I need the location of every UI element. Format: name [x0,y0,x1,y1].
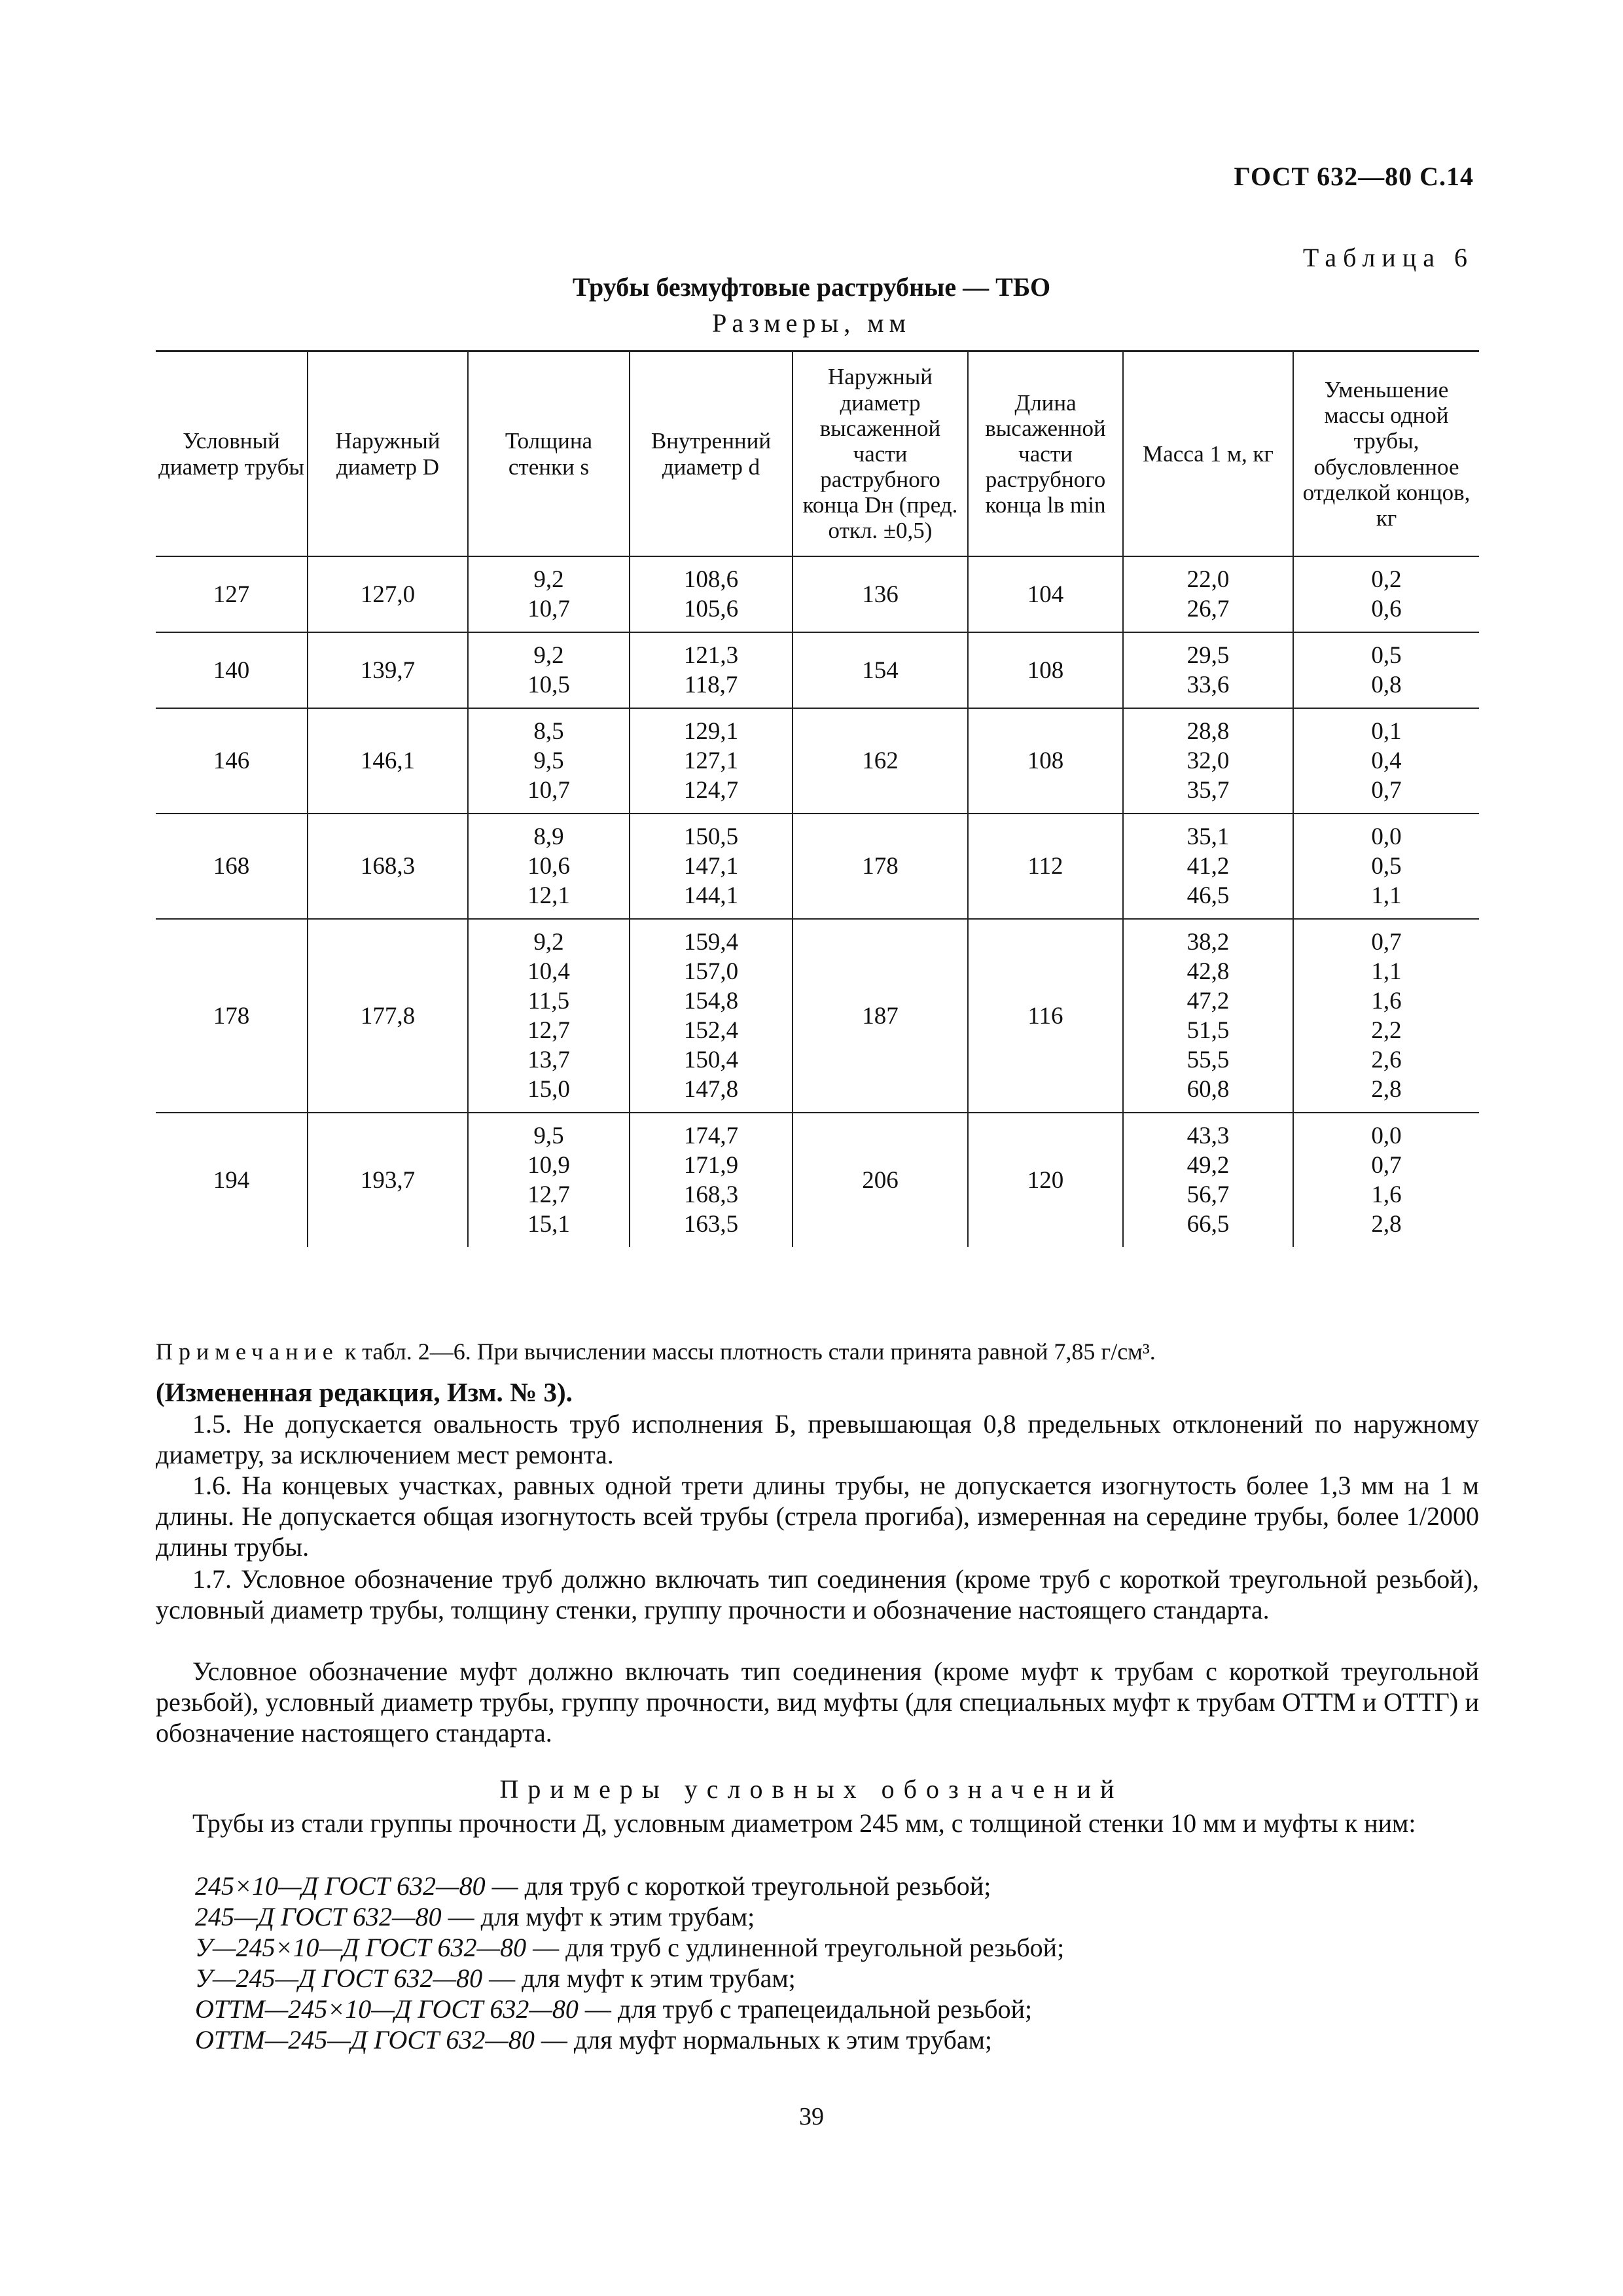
note-label: Примечание [156,1338,339,1365]
cell-wall-thickness: 9,2 10,4 11,5 12,7 13,7 15,0 [468,919,630,1113]
example-description: — для муфт к этим трубам; [482,1964,796,1993]
example-description: — для муфт нормальных к этим трубам; [534,2025,992,2054]
example-item [195,1932,1064,1963]
example-code: ОТТМ—245—Д ГОСТ 632—80 [195,2025,535,2054]
cell-upset-diameter: 178 [793,814,968,919]
example-code: 245—Д ГОСТ 632—80 [195,1902,442,1931]
table-header-row [156,351,1479,557]
cell-upset-length: 108 [968,632,1123,708]
cell-outer-diameter: 127,0 [308,556,468,632]
cell-upset-diameter: 154 [793,632,968,708]
cell-nominal-diameter: 178 [156,919,308,1113]
table-row [156,708,1479,814]
examples-intro: Трубы из стали группы прочности Д, условным диаметром 245 мм, с толщиной стенки 10 мм и муфты к ним: [192,1808,1416,1838]
cell-inner-diameter: 174,7 171,9 168,3 163,5 [630,1113,793,1247]
cell-wall-thickness: 9,2 10,7 [468,556,630,632]
cell-upset-length: 104 [968,556,1123,632]
cell-mass: 43,3 49,2 56,7 66,5 [1123,1113,1293,1247]
cell-wall-thickness: 8,5 9,5 10,7 [468,708,630,814]
cell-inner-diameter: 121,3 118,7 [630,632,793,708]
table-row [156,1113,1479,1247]
cell-mass-reduction: 0,0 0,7 1,6 2,8 [1293,1113,1479,1247]
cell-mass: 29,5 33,6 [1123,632,1293,708]
example-item [195,1871,991,1901]
example-code: У—245×10—Д ГОСТ 632—80 [195,1933,527,1962]
cell-upset-length: 108 [968,708,1123,814]
cell-mass: 38,2 42,8 47,2 51,5 55,5 60,8 [1123,919,1293,1113]
column-header: Длина высаженной части раструбного конца lв min [968,351,1123,557]
table-note [156,1338,1156,1365]
cell-nominal-diameter: 168 [156,814,308,919]
cell-upset-diameter: 162 [793,708,968,814]
cell-nominal-diameter: 194 [156,1113,308,1247]
cell-upset-length: 120 [968,1113,1123,1247]
paragraph-1-5: 1.5. Не допускается овальность труб исполнения Б, превышающая 0,8 предельных отклонений по наружному диаметру, за исключением мест ремонта. [156,1409,1479,1469]
table-row [156,919,1479,1113]
column-header: Уменьшение массы одной трубы, обусловленное отделкой концов, кг [1293,351,1479,557]
column-header: Масса 1 м, кг [1123,351,1293,557]
cell-mass-reduction: 0,5 0,8 [1293,632,1479,708]
cell-nominal-diameter: 140 [156,632,308,708]
cell-mass: 35,1 41,2 46,5 [1123,814,1293,919]
table-number: Таблица 6 [1302,243,1474,272]
cell-outer-diameter: 146,1 [308,708,468,814]
cell-outer-diameter: 177,8 [308,919,468,1113]
table-row [156,814,1479,919]
example-code: ОТТМ—245×10—Д ГОСТ 632—80 [195,1994,579,2024]
cell-outer-diameter: 168,3 [308,814,468,919]
page-number: 39 [799,2103,824,2130]
table-row [156,556,1479,632]
example-description: — для труб с трапецеидальной резьбой; [578,1994,1033,2024]
example-description: — для труб с удлиненной треугольной резьбой; [526,1933,1065,1962]
cell-wall-thickness: 9,5 10,9 12,7 15,1 [468,1113,630,1247]
example-item [195,1963,796,1994]
cell-outer-diameter: 193,7 [308,1113,468,1247]
column-header: Толщина стенки s [468,351,630,557]
cell-upset-diameter: 187 [793,919,968,1113]
cell-mass: 22,0 26,7 [1123,556,1293,632]
example-description: — для труб с короткой треугольной резьбой; [485,1871,991,1901]
cell-mass: 28,8 32,0 35,7 [1123,708,1293,814]
paragraph-1-6: 1.6. На концевых участках, равных одной трети длины трубы, не допускается изогнутость более 1,3 мм на 1 м длины. Не допускается общая изогнутость всей трубы (стрела прогиба), измеренная на середине трубы, более 1/2000 длины трубы. [156,1471,1479,1562]
column-header: Наружный диаметр высаженной части раструбного конца Dн (пред. откл. ±0,5) [793,351,968,557]
cell-inner-diameter: 159,4 157,0 154,8 152,4 150,4 147,8 [630,919,793,1113]
document-header-reference: ГОСТ 632—80 С.14 [1234,162,1474,191]
cell-inner-diameter: 129,1 127,1 124,7 [630,708,793,814]
table-units: Размеры, мм [712,308,911,338]
amendment-note: (Измененная редакция, Изм. № 3). [156,1377,573,1407]
paragraph-1-7: 1.7. Условное обозначение труб должно включать тип соединения (кроме труб с короткой треугольной резьбой), условный диаметр трубы, толщину стенки, группу прочности и обозначение настоящего стандарта. [156,1564,1479,1624]
paragraph-coupling-designation: Условное обозначение муфт должно включать тип соединения (кроме муфт к трубам с короткой треугольной резьбой), условный диаметр трубы, группу прочности, вид муфты (для специальных муфт к трубам ОТТМ и ОТТГ) и обозначение настоящего стандарта. [156,1657,1479,1748]
cell-upset-length: 116 [968,919,1123,1113]
cell-mass-reduction: 0,0 0,5 1,1 [1293,814,1479,919]
cell-mass-reduction: 0,7 1,1 1,6 2,2 2,6 2,8 [1293,919,1479,1113]
column-header: Внутренний диаметр d [630,351,793,557]
cell-outer-diameter: 139,7 [308,632,468,708]
cell-upset-diameter: 206 [793,1113,968,1247]
cell-inner-diameter: 108,6 105,6 [630,556,793,632]
cell-wall-thickness: 9,2 10,5 [468,632,630,708]
cell-nominal-diameter: 127 [156,556,308,632]
cell-inner-diameter: 150,5 147,1 144,1 [630,814,793,919]
cell-nominal-diameter: 146 [156,708,308,814]
example-code: У—245—Д ГОСТ 632—80 [195,1964,483,1993]
cell-upset-length: 112 [968,814,1123,919]
examples-heading: Примеры условных обозначений [499,1774,1124,1804]
example-code: 245×10—Д ГОСТ 632—80 [195,1871,486,1901]
example-item [195,1994,1032,2024]
column-header: Условный диаметр трубы [156,351,308,557]
example-item [195,1901,755,1932]
table-title: Трубы безмуфтовые раструбные — ТБО [572,272,1051,302]
cell-mass-reduction: 0,2 0,6 [1293,556,1479,632]
table-row [156,632,1479,708]
pipe-dimensions-table [156,350,1479,1247]
example-item [195,2024,992,2055]
note-text: к табл. 2—6. При вычислении массы плотность стали принята равной 7,85 г/см³. [338,1338,1156,1365]
example-description: — для муфт к этим трубам; [441,1902,755,1931]
column-header: Наружный диаметр D [308,351,468,557]
cell-upset-diameter: 136 [793,556,968,632]
cell-wall-thickness: 8,9 10,6 12,1 [468,814,630,919]
cell-mass-reduction: 0,1 0,4 0,7 [1293,708,1479,814]
